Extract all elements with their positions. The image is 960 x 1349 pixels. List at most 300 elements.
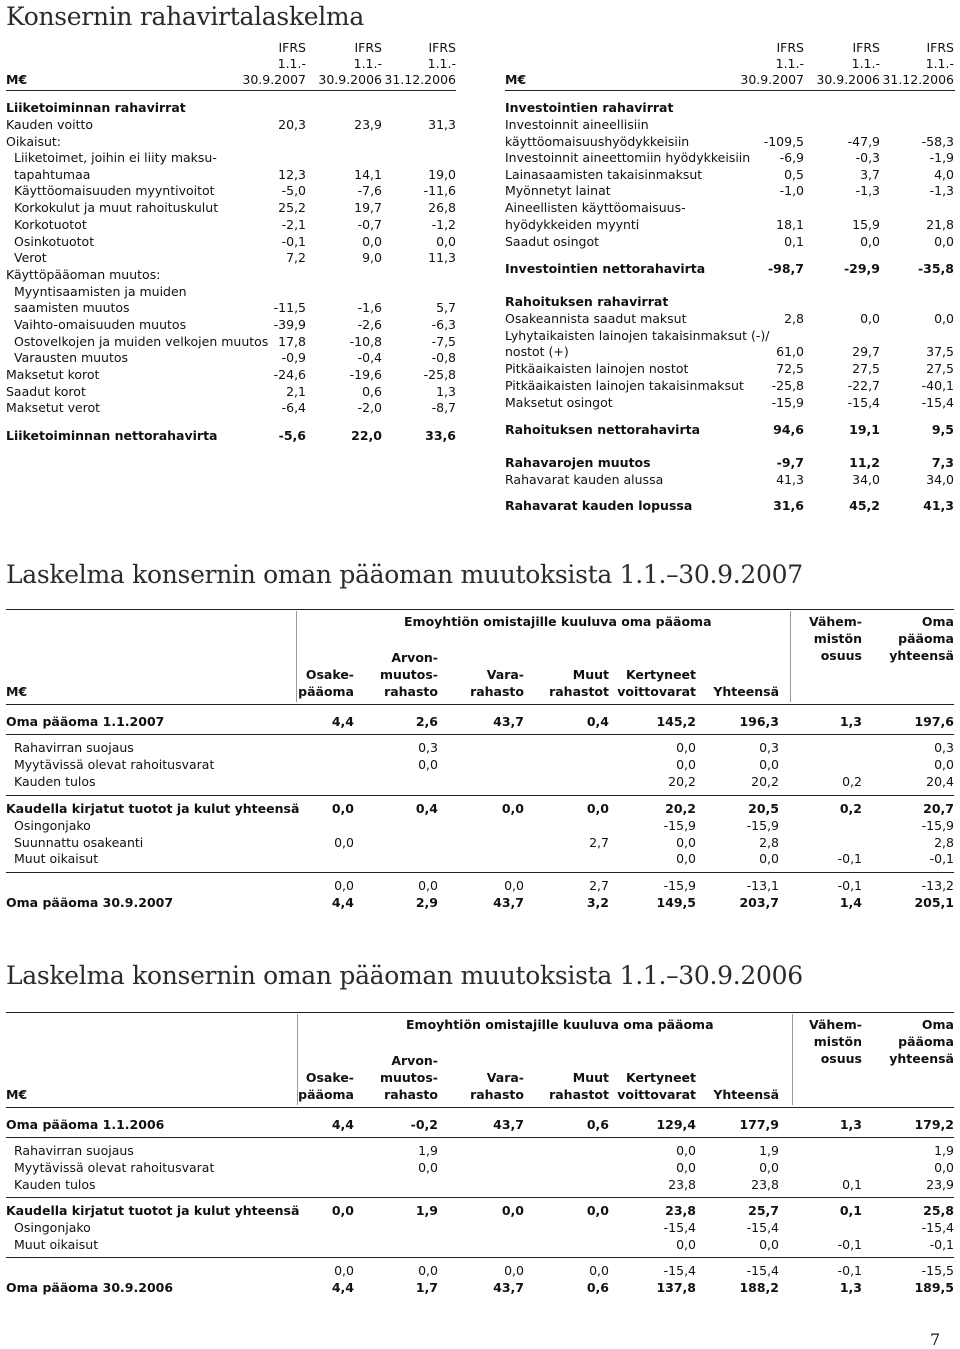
equity-cell: 0,0 bbox=[418, 1263, 438, 1278]
cf-right-col-header: 1.1.- bbox=[851, 56, 880, 71]
cf-right-cell: 34,0 bbox=[852, 472, 880, 487]
equity-table-title: Laskelma konsernin oman pääoman muutoksista 1.1.–30.9.2007 bbox=[6, 560, 803, 589]
equity-cell: 0,0 bbox=[586, 801, 609, 816]
equity-col-header: Vähem- bbox=[808, 1017, 862, 1032]
equity-cell: 23,9 bbox=[926, 1177, 954, 1192]
cf-right-col-header: IFRS bbox=[926, 40, 954, 55]
equity-cell: -15,4 bbox=[921, 1220, 954, 1235]
cf-right-row-label: Myönnetyt lainat bbox=[505, 183, 611, 198]
cf-right-cell: 19,1 bbox=[849, 422, 880, 437]
equity-cell: 1,4 bbox=[839, 895, 862, 910]
cf-left-col-header: IFRS bbox=[354, 40, 382, 55]
equity-cell: 1,3 bbox=[839, 1117, 862, 1132]
cf-left-col-header: 1.1.- bbox=[353, 56, 382, 71]
equity-cell: 0,4 bbox=[586, 714, 609, 729]
equity-col-header: Kertyneet bbox=[625, 1070, 696, 1085]
equity-row-label: Myytävissä olevat rahoitusvarat bbox=[14, 757, 215, 772]
cf-left-cell: 33,6 bbox=[425, 428, 456, 443]
equity-top-rule bbox=[6, 1012, 954, 1013]
equity-cell: 23,8 bbox=[665, 1203, 696, 1218]
equity-cell: 23,8 bbox=[668, 1177, 696, 1192]
equity-cell: 0,0 bbox=[759, 1160, 779, 1175]
cf-right-col-header: 31.12.2006 bbox=[882, 72, 954, 87]
cf-left-row-label: Käyttöomaisuuden myyntivoitot bbox=[14, 183, 215, 198]
cf-right-cell: 27,5 bbox=[852, 361, 880, 376]
equity-row-label: Kauden tulos bbox=[14, 774, 96, 789]
equity-cell: 0,0 bbox=[934, 757, 954, 772]
equity-cell: 0,0 bbox=[418, 757, 438, 772]
cf-right-row-label: Osakeannista saadut maksut bbox=[505, 311, 687, 326]
cf-right-cell: -0,3 bbox=[855, 150, 880, 165]
cf-left-cell: -11,6 bbox=[423, 183, 456, 198]
cf-right-row-label: Investoinnit aineettomiin hyödykkeisiin bbox=[505, 150, 751, 165]
cf-left-cell: 0,0 bbox=[362, 234, 382, 249]
equity-cell: 0,0 bbox=[331, 801, 354, 816]
cf-left-row-label: Käyttöpääoman muutos: bbox=[6, 267, 161, 282]
cf-left-cell: -6,3 bbox=[431, 317, 456, 332]
cf-left-cell: 26,8 bbox=[428, 200, 456, 215]
equity-group-header: Emoyhtiön omistajille kuuluva oma pääoma bbox=[404, 614, 712, 629]
cf-right-cell: 7,3 bbox=[931, 455, 954, 470]
equity-cell: -13,1 bbox=[746, 878, 779, 893]
cf-left-row-label: Osinkotuotot bbox=[14, 234, 95, 249]
equity-row-label: Oma pääoma 1.1.2007 bbox=[6, 714, 165, 729]
cf-right-header-rule bbox=[505, 90, 955, 91]
cf-right-cell: -1,0 bbox=[779, 183, 804, 198]
cf-left-cell: -0,4 bbox=[357, 350, 382, 365]
equity-row-label: Rahavirran suojaus bbox=[14, 740, 134, 755]
equity-cell: 0,6 bbox=[586, 1280, 609, 1295]
cf-left-cell: -6,4 bbox=[281, 400, 306, 415]
equity-col-header: Yhteensä bbox=[713, 1087, 779, 1102]
cf-right-cell: -109,5 bbox=[763, 134, 804, 149]
cf-right-row-label: hyödykkeiden myynti bbox=[505, 217, 640, 232]
cf-right-cell: 41,3 bbox=[923, 498, 954, 513]
cf-right-cell: -29,9 bbox=[843, 261, 880, 276]
equity-cell: -13,2 bbox=[921, 878, 954, 893]
cf-right-cell: 0,0 bbox=[860, 234, 880, 249]
equity-row-label: Kauden tulos bbox=[14, 1177, 96, 1192]
cf-left-cell: 19,0 bbox=[428, 167, 456, 182]
cf-left-row-label: Liiketoiminnan rahavirrat bbox=[6, 100, 186, 115]
equity-cell: 43,7 bbox=[493, 1280, 524, 1295]
equity-cell: 25,7 bbox=[748, 1203, 779, 1218]
cf-left-row-label: Ostovelkojen ja muiden velkojen muutos bbox=[14, 334, 269, 349]
cf-right-cell: 4,0 bbox=[934, 167, 954, 182]
equity-col-header: muutos- bbox=[379, 667, 438, 682]
cf-right-cell: 11,2 bbox=[849, 455, 880, 470]
equity-unit-label: M€ bbox=[6, 684, 28, 699]
cf-right-cell: 29,7 bbox=[852, 344, 880, 359]
cf-right-row-label: Lyhytaikaisten lainojen takaisinmaksut (-)/ bbox=[505, 328, 770, 343]
cf-left-cell: -1,2 bbox=[431, 217, 456, 232]
cf-left-cell: 2,1 bbox=[286, 384, 306, 399]
equity-cell: 0,1 bbox=[839, 1203, 862, 1218]
equity-cell: 0,2 bbox=[842, 774, 862, 789]
cf-right-cell: -1,9 bbox=[929, 150, 954, 165]
cf-right-cell: 94,6 bbox=[773, 422, 804, 437]
cf-left-row-label: Varausten muutos bbox=[14, 350, 129, 365]
equity-row-label: Osingonjako bbox=[14, 818, 91, 833]
cf-left-cell: -8,7 bbox=[431, 400, 456, 415]
cf-left-cell: 1,3 bbox=[436, 384, 456, 399]
cf-left-cell: 9,0 bbox=[362, 250, 382, 265]
equity-cell: 1,7 bbox=[415, 1280, 438, 1295]
equity-cell: 0,0 bbox=[504, 878, 524, 893]
cf-right-cell: 31,6 bbox=[773, 498, 804, 513]
equity-cell: 1,9 bbox=[759, 1143, 779, 1158]
cf-right-cell: 0,0 bbox=[934, 311, 954, 326]
cf-left-col-header: 31.12.2006 bbox=[384, 72, 456, 87]
equity-row-label: Suunnattu osakeanti bbox=[14, 835, 144, 850]
cf-right-col-header: IFRS bbox=[852, 40, 880, 55]
equity-unit-label: M€ bbox=[6, 1087, 28, 1102]
cf-right-cell: -15,4 bbox=[921, 395, 954, 410]
cf-right-cell: -6,9 bbox=[779, 150, 804, 165]
equity-cell: 0,0 bbox=[759, 757, 779, 772]
cf-left-row-label: Saadut korot bbox=[6, 384, 86, 399]
equity-cell: 189,5 bbox=[914, 1280, 954, 1295]
equity-cell: 20,2 bbox=[751, 774, 779, 789]
equity-cell: 0,0 bbox=[501, 1203, 524, 1218]
cf-right-col-header: 1.1.- bbox=[775, 56, 804, 71]
equity-cell: 0,2 bbox=[839, 801, 862, 816]
cf-left-cell: -10,8 bbox=[349, 334, 382, 349]
equity-col-header: Oma bbox=[921, 1017, 954, 1032]
cf-right-row-label: Rahavarat kauden lopussa bbox=[505, 498, 693, 513]
equity-row-label: Osingonjako bbox=[14, 1220, 91, 1235]
equity-col-header: Vähem- bbox=[808, 614, 862, 629]
cf-left-col-header: IFRS bbox=[278, 40, 306, 55]
cf-right-row-label: Investointien rahavirrat bbox=[505, 100, 674, 115]
cf-right-col-header: 30.9.2006 bbox=[816, 72, 880, 87]
equity-col-header: rahastot bbox=[549, 684, 609, 699]
equity-col-header: mistön bbox=[813, 1034, 862, 1049]
equity-cell: 4,4 bbox=[331, 1117, 354, 1132]
equity-cell: 1,9 bbox=[418, 1143, 438, 1158]
cf-right-row-label: käyttöomaisuushyödykkeisiin bbox=[505, 134, 690, 149]
equity-row-rule bbox=[6, 1257, 954, 1258]
equity-cell: 0,3 bbox=[759, 740, 779, 755]
cf-left-row-label: Korkotuotot bbox=[14, 217, 87, 232]
equity-col-header: pääoma bbox=[298, 684, 354, 699]
equity-cell: 0,0 bbox=[501, 801, 524, 816]
equity-col-header: Kertyneet bbox=[625, 667, 696, 682]
equity-cell: 23,8 bbox=[751, 1177, 779, 1192]
equity-cell: 43,7 bbox=[493, 1117, 524, 1132]
equity-cell: 0,0 bbox=[676, 757, 696, 772]
equity-cell: 0,0 bbox=[676, 1160, 696, 1175]
cf-left-row-label: Maksetut verot bbox=[6, 400, 101, 415]
equity-col-header: Muut bbox=[572, 1070, 609, 1085]
cf-right-cell: 18,1 bbox=[776, 217, 804, 232]
cf-left-cell: -0,8 bbox=[431, 350, 456, 365]
equity-cell: 0,0 bbox=[504, 1263, 524, 1278]
cf-left-cell: 5,7 bbox=[436, 300, 456, 315]
cf-right-row-label: Pitkäaikaisten lainojen nostot bbox=[505, 361, 689, 376]
equity-row-rule bbox=[6, 872, 954, 873]
equity-cell: -15,9 bbox=[663, 818, 696, 833]
equity-cell: -0,1 bbox=[929, 851, 954, 866]
cf-left-cell: -1,6 bbox=[357, 300, 382, 315]
cf-right-cell: 15,9 bbox=[852, 217, 880, 232]
cf-left-cell: -0,1 bbox=[281, 234, 306, 249]
cf-right-cell: 21,8 bbox=[926, 217, 954, 232]
equity-cell: -0,2 bbox=[410, 1117, 438, 1132]
cf-left-cell: 20,3 bbox=[278, 117, 306, 132]
cf-right-cell: 27,5 bbox=[926, 361, 954, 376]
cf-left-row-label: Liiketoiminnan nettorahavirta bbox=[6, 428, 218, 443]
equity-row-label: Oma pääoma 30.9.2007 bbox=[6, 895, 174, 910]
equity-col-header: Yhteensä bbox=[713, 684, 779, 699]
equity-col-header: yhteensä bbox=[889, 1051, 954, 1066]
equity-cell: 0,0 bbox=[334, 835, 354, 850]
equity-col-header: Osake- bbox=[305, 1070, 354, 1085]
cf-left-unit-label: M€ bbox=[6, 72, 28, 87]
equity-row-rule bbox=[6, 795, 954, 796]
equity-cell: 129,4 bbox=[656, 1117, 696, 1132]
cf-left-cell: -0,9 bbox=[281, 350, 306, 365]
equity-cell: 1,9 bbox=[934, 1143, 954, 1158]
equity-cell: 0,0 bbox=[676, 835, 696, 850]
equity-cell: 197,6 bbox=[914, 714, 954, 729]
equity-col-header: rahasto bbox=[384, 1087, 438, 1102]
equity-col-header: pääoma bbox=[898, 1034, 954, 1049]
equity-cell: -15,4 bbox=[663, 1263, 696, 1278]
equity-col-header: voittovarat bbox=[617, 1087, 696, 1102]
equity-cell: -15,9 bbox=[921, 818, 954, 833]
cf-left-cell: -7,6 bbox=[357, 183, 382, 198]
equity-row-rule bbox=[6, 734, 954, 735]
cf-left-row-label: Oikaisut: bbox=[6, 134, 62, 149]
cf-right-cell: 0,0 bbox=[860, 311, 880, 326]
equity-col-header: Vara- bbox=[486, 667, 524, 682]
equity-cell: 4,4 bbox=[331, 714, 354, 729]
equity-cell: -0,1 bbox=[837, 851, 862, 866]
cf-left-cell: 22,0 bbox=[351, 428, 382, 443]
equity-col-header: rahasto bbox=[384, 684, 438, 699]
equity-cell: 0,0 bbox=[676, 851, 696, 866]
equity-cell: 2,7 bbox=[589, 835, 609, 850]
equity-cell: -15,5 bbox=[921, 1263, 954, 1278]
cf-left-row-label: Kauden voitto bbox=[6, 117, 94, 132]
cf-left-cell: 14,1 bbox=[354, 167, 382, 182]
equity-cell: 0,0 bbox=[676, 740, 696, 755]
equity-col-header: rahasto bbox=[470, 684, 524, 699]
equity-cell: -15,4 bbox=[746, 1220, 779, 1235]
equity-cell: -15,9 bbox=[746, 818, 779, 833]
equity-col-header: yhteensä bbox=[889, 648, 954, 663]
equity-header-rule bbox=[6, 1107, 954, 1108]
equity-cell: 2,8 bbox=[934, 835, 954, 850]
equity-cell: 20,2 bbox=[665, 801, 696, 816]
equity-cell: -0,1 bbox=[837, 878, 862, 893]
equity-cell: 0,0 bbox=[418, 1160, 438, 1175]
equity-col-header: osuus bbox=[820, 648, 862, 663]
cf-left-cell: 7,2 bbox=[286, 250, 306, 265]
cf-left-cell: -0,7 bbox=[357, 217, 382, 232]
equity-cell: 0,0 bbox=[334, 1263, 354, 1278]
cf-right-row-label: Pitkäaikaisten lainojen takaisinmaksut bbox=[505, 378, 744, 393]
equity-row-rule bbox=[6, 1197, 954, 1198]
cf-right-cell: -1,3 bbox=[855, 183, 880, 198]
equity-cell: 0,4 bbox=[415, 801, 438, 816]
equity-cell: 179,2 bbox=[914, 1117, 954, 1132]
equity-cell: -15,4 bbox=[746, 1263, 779, 1278]
equity-row-label: Muut oikaisut bbox=[14, 1237, 99, 1252]
cf-right-cell: -35,8 bbox=[917, 261, 954, 276]
equity-cell: 196,3 bbox=[739, 714, 779, 729]
equity-cell: 4,4 bbox=[331, 1280, 354, 1295]
cf-right-row-label: nostot (+) bbox=[505, 344, 569, 359]
equity-row-rule bbox=[6, 1137, 954, 1138]
equity-cell: 203,7 bbox=[739, 895, 779, 910]
equity-col-header: Osake- bbox=[305, 667, 354, 682]
cf-right-cell: -15,4 bbox=[847, 395, 880, 410]
equity-group-header: Emoyhtiön omistajille kuuluva oma pääoma bbox=[406, 1017, 714, 1032]
cf-right-cell: -47,9 bbox=[847, 134, 880, 149]
cf-left-col-header: 30.9.2006 bbox=[318, 72, 382, 87]
equity-cell: 25,8 bbox=[923, 1203, 954, 1218]
equity-header-rule bbox=[6, 704, 954, 705]
cf-right-cell: 61,0 bbox=[776, 344, 804, 359]
cf-right-row-label: Saadut osingot bbox=[505, 234, 600, 249]
equity-cell: 188,2 bbox=[739, 1280, 779, 1295]
cf-right-cell: -22,7 bbox=[847, 378, 880, 393]
equity-row-label: Muut oikaisut bbox=[14, 851, 99, 866]
cf-right-cell: -58,3 bbox=[921, 134, 954, 149]
cf-left-cell: -2,1 bbox=[281, 217, 306, 232]
cf-right-col-header: 1.1.- bbox=[925, 56, 954, 71]
cf-right-cell: 45,2 bbox=[849, 498, 880, 513]
cf-left-row-label: saamisten muutos bbox=[14, 300, 130, 315]
equity-cell: 0,0 bbox=[676, 1237, 696, 1252]
cf-left-row-label: Verot bbox=[14, 250, 47, 265]
equity-cell: 0,0 bbox=[331, 1203, 354, 1218]
cf-left-cell: -19,6 bbox=[349, 367, 382, 382]
equity-cell: 20,2 bbox=[668, 774, 696, 789]
equity-cell: 3,2 bbox=[586, 895, 609, 910]
equity-cell: 0,0 bbox=[418, 878, 438, 893]
equity-row-label: Myytävissä olevat rahoitusvarat bbox=[14, 1160, 215, 1175]
cf-left-col-header: 30.9.2007 bbox=[242, 72, 306, 87]
equity-cell: 1,3 bbox=[839, 714, 862, 729]
cf-left-cell: 17,8 bbox=[278, 334, 306, 349]
equity-cell: 0,0 bbox=[589, 1263, 609, 1278]
equity-row-label: Rahavirran suojaus bbox=[14, 1143, 134, 1158]
cf-left-cell: 12,3 bbox=[278, 167, 306, 182]
equity-cell: 43,7 bbox=[493, 714, 524, 729]
equity-cell: 20,5 bbox=[748, 801, 779, 816]
cf-left-row-label: tapahtumaa bbox=[14, 167, 91, 182]
equity-cell: 0,3 bbox=[418, 740, 438, 755]
cf-left-row-label: Korkokulut ja muut rahoituskulut bbox=[14, 200, 219, 215]
equity-cell: -0,1 bbox=[837, 1263, 862, 1278]
cf-left-cell: 11,3 bbox=[428, 250, 456, 265]
cf-left-cell: -24,6 bbox=[273, 367, 306, 382]
page-number: 7 bbox=[930, 1330, 941, 1349]
cf-right-row-label: Investointien nettorahavirta bbox=[505, 261, 706, 276]
equity-col-header: Arvon- bbox=[391, 1053, 438, 1068]
cf-right-row-label: Rahoituksen nettorahavirta bbox=[505, 422, 701, 437]
cf-right-cell: 37,5 bbox=[926, 344, 954, 359]
equity-cell: 2,9 bbox=[415, 895, 438, 910]
equity-col-header: pääoma bbox=[298, 1087, 354, 1102]
cf-left-cell: 23,9 bbox=[354, 117, 382, 132]
equity-cell: 149,5 bbox=[656, 895, 696, 910]
cf-right-cell: 72,5 bbox=[776, 361, 804, 376]
equity-col-header: mistön bbox=[813, 631, 862, 646]
cf-right-unit-label: M€ bbox=[505, 72, 527, 87]
equity-cell: 0,0 bbox=[934, 1160, 954, 1175]
equity-col-header: pääoma bbox=[898, 631, 954, 646]
cf-left-col-header: 1.1.- bbox=[427, 56, 456, 71]
cf-right-row-label: Rahoituksen rahavirrat bbox=[505, 294, 669, 309]
cf-left-cell: -39,9 bbox=[273, 317, 306, 332]
cf-left-cell: -25,8 bbox=[423, 367, 456, 382]
cf-left-cell: -2,6 bbox=[357, 317, 382, 332]
equity-cell: 205,1 bbox=[914, 895, 954, 910]
cf-right-cell: -25,8 bbox=[771, 378, 804, 393]
equity-cell: 177,9 bbox=[739, 1117, 779, 1132]
equity-col-header: Oma bbox=[921, 614, 954, 629]
equity-col-header: rahasto bbox=[470, 1087, 524, 1102]
cf-right-cell: 0,1 bbox=[784, 234, 804, 249]
cf-left-cell: -7,5 bbox=[431, 334, 456, 349]
cf-left-col-header: 1.1.- bbox=[277, 56, 306, 71]
equity-cell: 0,6 bbox=[586, 1117, 609, 1132]
equity-col-header: rahastot bbox=[549, 1087, 609, 1102]
cf-right-cell: -40,1 bbox=[921, 378, 954, 393]
cf-right-row-label: Maksetut osingot bbox=[505, 395, 613, 410]
cf-left-row-label: Maksetut korot bbox=[6, 367, 100, 382]
equity-cell: 1,3 bbox=[839, 1280, 862, 1295]
equity-table-title: Laskelma konsernin oman pääoman muutoksista 1.1.–30.9.2006 bbox=[6, 961, 803, 990]
equity-cell: 0,0 bbox=[759, 1237, 779, 1252]
cf-right-cell: -9,7 bbox=[776, 455, 804, 470]
cf-right-cell: 0,5 bbox=[784, 167, 804, 182]
equity-col-header: Arvon- bbox=[391, 650, 438, 665]
cf-left-cell: -5,0 bbox=[281, 183, 306, 198]
cf-left-cell: -11,5 bbox=[273, 300, 306, 315]
cf-left-row-label: Vaihto-omaisuuden muutos bbox=[14, 317, 187, 332]
equity-cell: 2,8 bbox=[759, 835, 779, 850]
equity-cell: -15,9 bbox=[663, 878, 696, 893]
equity-row-label: Oma pääoma 30.9.2006 bbox=[6, 1280, 174, 1295]
cf-right-cell: 9,5 bbox=[931, 422, 954, 437]
cf-right-row-label: Rahavarojen muutos bbox=[505, 455, 651, 470]
cf-left-cell: 0,0 bbox=[436, 234, 456, 249]
equity-col-header: Muut bbox=[572, 667, 609, 682]
equity-top-rule bbox=[6, 609, 954, 610]
cf-left-header-rule bbox=[6, 90, 456, 91]
cf-left-cell: 0,6 bbox=[362, 384, 382, 399]
equity-cell: 0,0 bbox=[334, 878, 354, 893]
equity-col-header: Vara- bbox=[486, 1070, 524, 1085]
cf-left-cell: 19,7 bbox=[354, 200, 382, 215]
equity-cell: 0,3 bbox=[934, 740, 954, 755]
cf-right-col-header: 30.9.2007 bbox=[740, 72, 804, 87]
cf-left-cell: -2,0 bbox=[357, 400, 382, 415]
equity-row-label: Kaudella kirjatut tuotot ja kulut yhteensä bbox=[6, 1203, 300, 1218]
cf-right-cell: 2,8 bbox=[784, 311, 804, 326]
cf-right-row-label: Aineellisten käyttöomaisuus- bbox=[505, 200, 686, 215]
equity-cell: 0,1 bbox=[842, 1177, 862, 1192]
cf-left-row-label: Liiketoimet, joihin ei liity maksu- bbox=[14, 150, 217, 165]
cf-right-row-label: Lainasaamisten takaisinmaksut bbox=[505, 167, 703, 182]
equity-col-header: voittovarat bbox=[617, 684, 696, 699]
equity-row-label: Kaudella kirjatut tuotot ja kulut yhteensä bbox=[6, 801, 300, 816]
